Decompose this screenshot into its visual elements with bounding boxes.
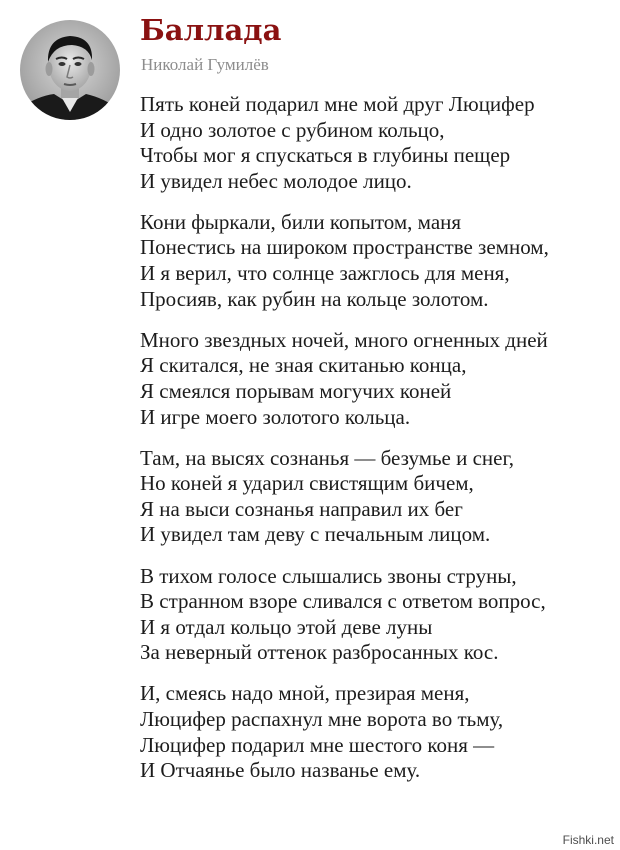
poem-line: И я верил, что солнце зажглось для меня, [140, 261, 510, 286]
poem-line: В странном взоре сливался с ответом вопрос, [140, 589, 546, 614]
poem-line: За неверный оттенок разбросанных кос. [140, 640, 499, 665]
poem-line: Понестись на широком пространстве земном, [140, 235, 549, 260]
poem-line: В тихом голосе слышались звоны струны, [140, 563, 517, 588]
poem-line: Я скитался, не зная скитанью конца, [140, 353, 467, 378]
poem-line: Люцифер распахнул мне ворота во тьму, [140, 706, 504, 731]
stanza [140, 564, 610, 666]
poem-line: Люцифер подарил мне шестого коня — [140, 732, 495, 757]
poem-line: Пять коней подарил мне мой друг Люцифер [140, 92, 535, 116]
site-watermark: Fishki.net [562, 833, 614, 847]
poem-line: Кони фыркали, били копытом, маня [140, 209, 462, 234]
poem-line: И увидел там деву с печальным лицом. [140, 522, 491, 547]
portrait-icon [20, 20, 120, 120]
poem-title: Баллада [140, 13, 282, 47]
poem-line: Я смеялся порывам могучих коней [140, 378, 452, 403]
poem-line: Много звездных ночей, много огненных дней [140, 327, 548, 352]
poem-line: Но коней я ударил свистящим бичем, [140, 471, 474, 496]
poem-line: Я на выси сознанья направил их бег [140, 496, 463, 521]
stanza [140, 328, 610, 430]
poem-line: Там, на высях сознанья — безумье и снег, [140, 445, 514, 470]
poem-line: И игре моего золотого кольца. [140, 404, 411, 429]
poem-line: И, смеясь надо мной, презирая меня, [140, 681, 470, 706]
poem-line: Просияв, как рубин на кольце золотом. [140, 286, 489, 311]
poem-line: Чтобы мог я спускаться в глубины пещер [140, 143, 511, 168]
poem-line: И Отчаянье было названье ему. [140, 758, 421, 783]
poem-line: И увидел небес молодое лицо. [140, 168, 412, 193]
stanza [140, 446, 610, 548]
stanza [140, 681, 610, 783]
poem-line: И я отдал кольцо этой деве луны [140, 614, 433, 639]
author-portrait [20, 20, 120, 120]
poem-author: Николай Гумилёв [141, 55, 269, 74]
poem-body [140, 92, 610, 799]
stanza [140, 210, 610, 312]
stanza [140, 92, 610, 194]
poem-line: И одно золотое с рубином кольцо, [140, 117, 445, 142]
